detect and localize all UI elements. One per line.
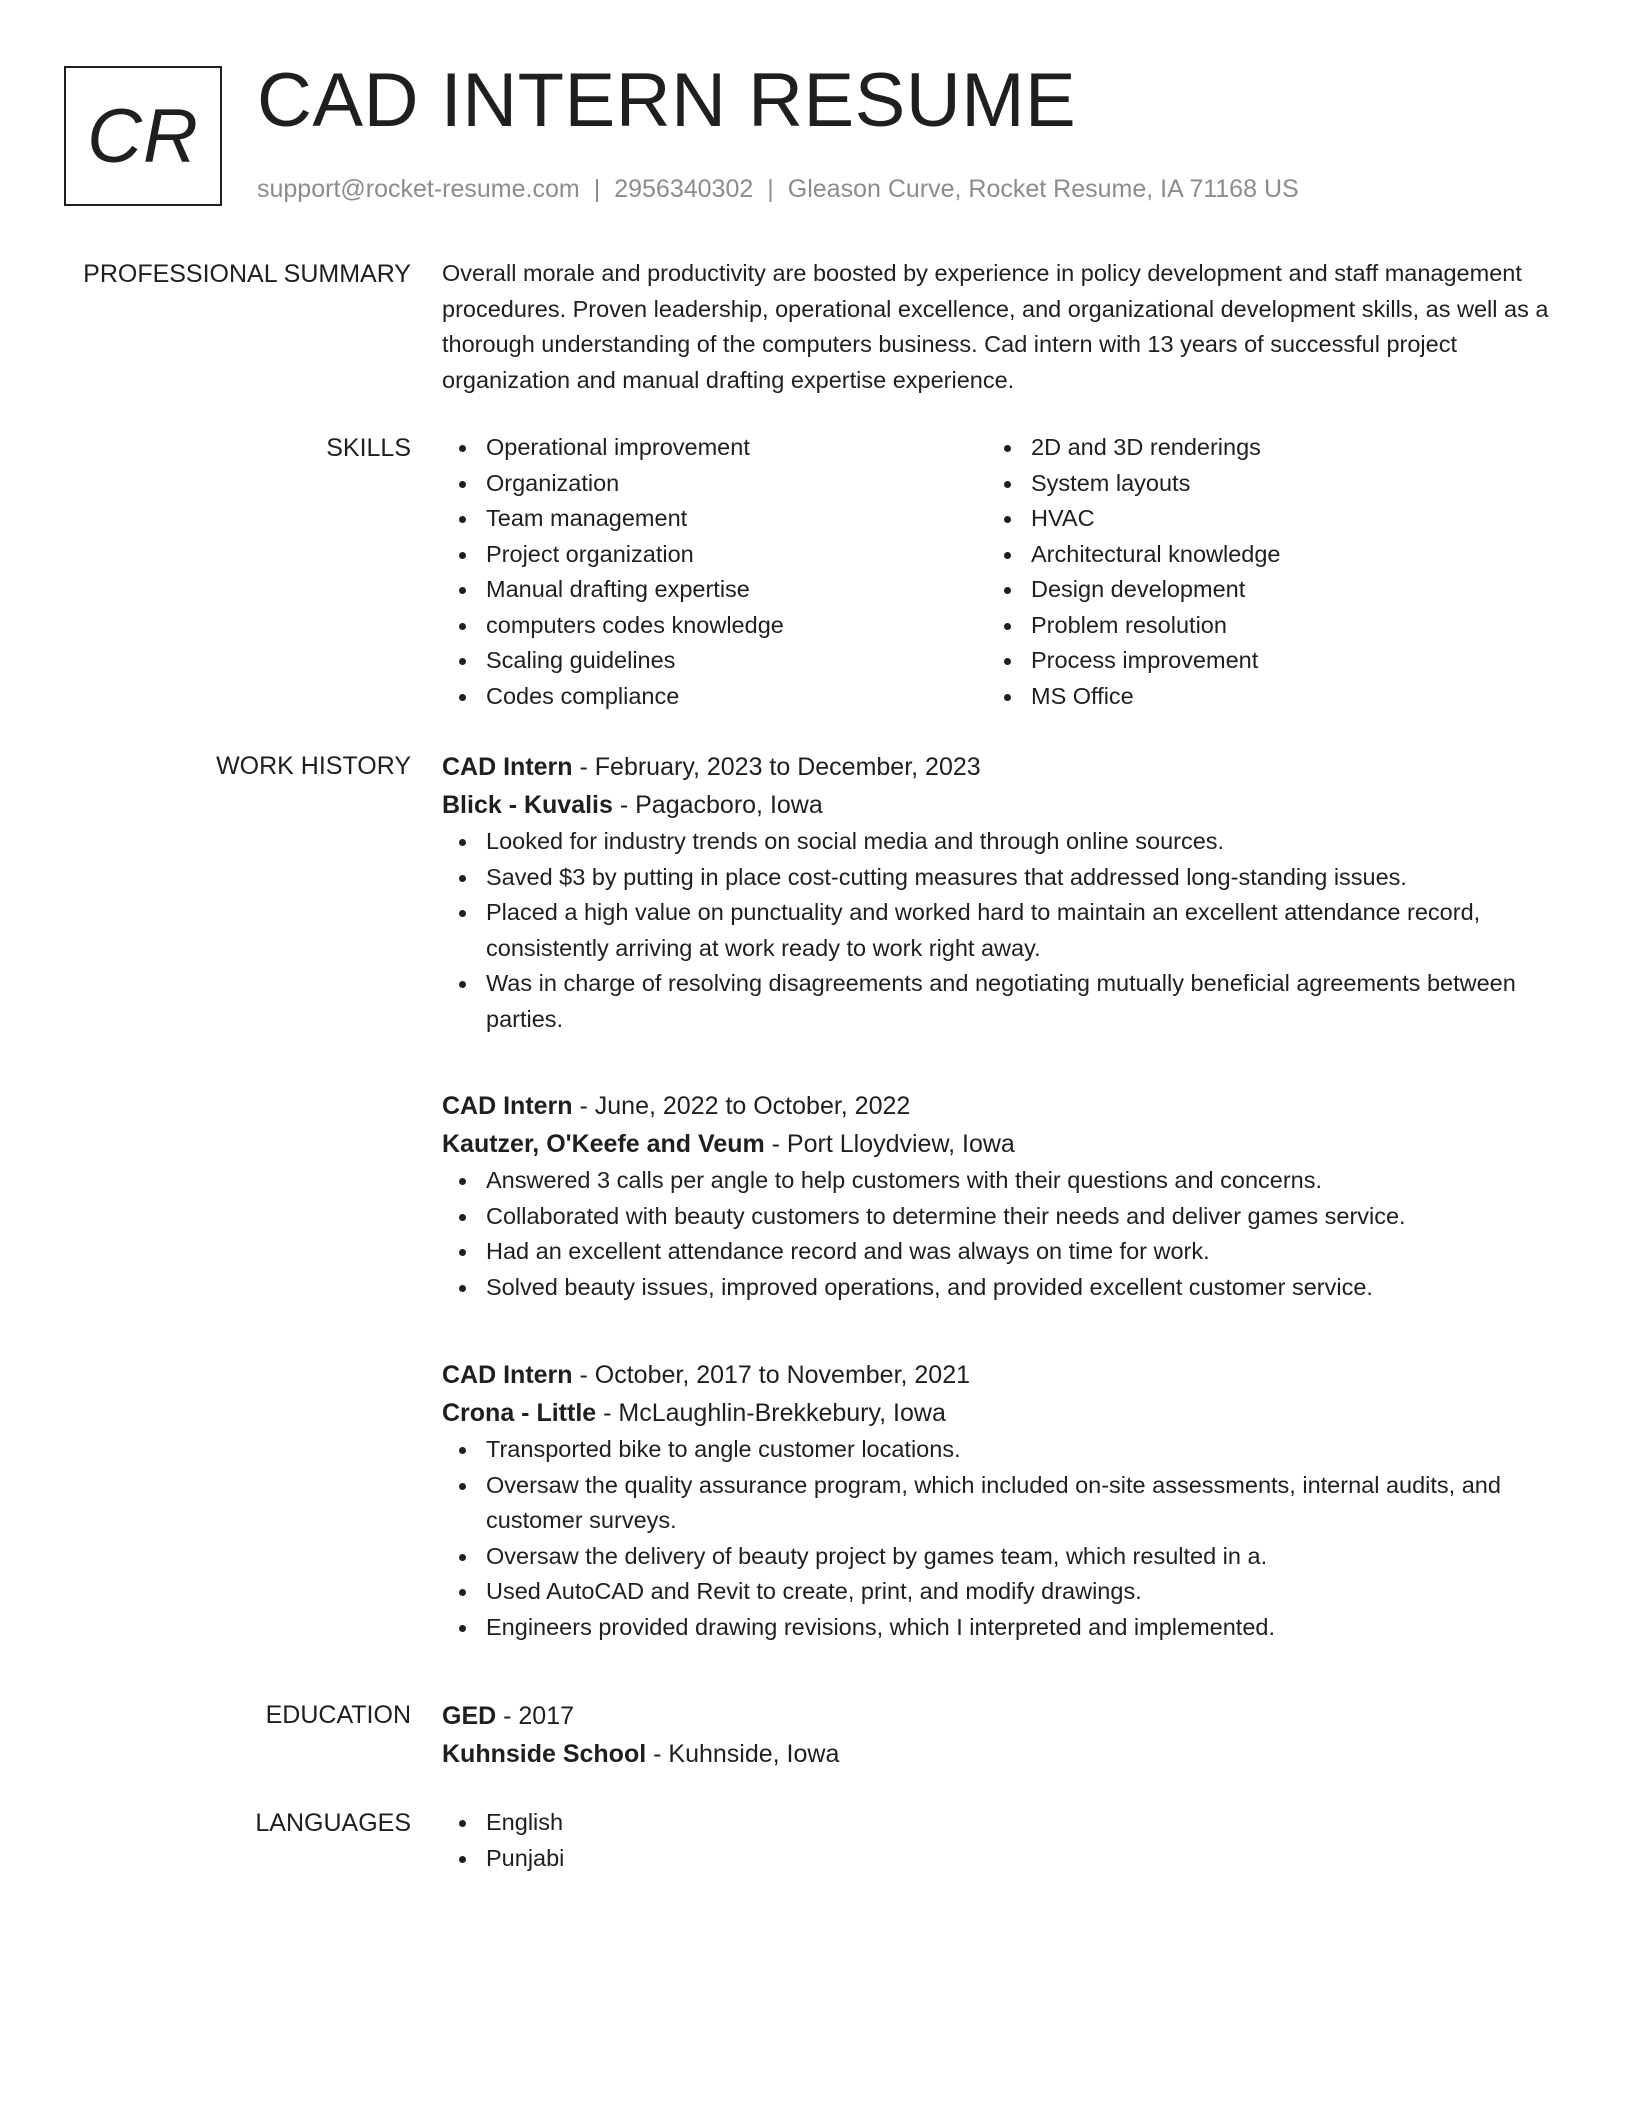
job-bullet: Engineers provided drawing revisions, which I interpreted and implemented. <box>486 1610 1552 1646</box>
skill-item: Scaling guidelines <box>486 643 987 679</box>
skills-list-left <box>442 430 987 714</box>
skills-label: SKILLS <box>326 434 411 462</box>
resume-title: CAD INTERN RESUME <box>257 58 1077 143</box>
job-bullet: Transported bike to angle customer locations. <box>486 1432 1552 1468</box>
contact-phone[interactable]: 2956340302 <box>614 175 754 203</box>
job-bullet: Looked for industry trends on social media and through online sources. <box>486 824 1552 860</box>
contact-separator: | <box>767 175 774 203</box>
job-title-line <box>442 1087 1552 1125</box>
education-location: - Kuhnside, Iowa <box>646 1740 840 1768</box>
language-item: English <box>486 1805 1552 1841</box>
summary-text: Overall morale and productivity are boosted by experience in policy development and staff management procedures. Proven leadership, operational excellence, and organizational development skills, as well as a thorough understanding of the computers business. Cad intern with 13 years of successful project organization and manual drafting expertise experience. <box>442 260 1549 393</box>
contact-line <box>257 174 1299 204</box>
job-company-line <box>442 1125 1552 1163</box>
contact-separator: | <box>593 175 601 203</box>
job-bullet: Answered 3 calls per angle to help customers with their questions and concerns. <box>486 1163 1552 1199</box>
skill-item: Codes compliance <box>486 679 987 715</box>
skill-item: Process improvement <box>1031 643 1532 679</box>
monogram-badge <box>64 66 222 206</box>
skill-item: Design development <box>1031 572 1532 608</box>
languages-list <box>442 1805 1552 1876</box>
job-dates: - October, 2017 to November, 2021 <box>572 1361 971 1389</box>
job-bullet: Had an excellent attendance record and was always on time for work. <box>486 1234 1552 1270</box>
languages-label: LANGUAGES <box>255 1809 411 1837</box>
education-degree-line <box>442 1697 1552 1735</box>
skill-item: HVAC <box>1031 501 1532 537</box>
job-bullets <box>442 1163 1552 1305</box>
education-degree: GED <box>442 1702 497 1730</box>
job-title: CAD Intern <box>442 753 573 781</box>
education-school: Kuhnside School <box>442 1740 647 1768</box>
skill-item: Architectural knowledge <box>1031 537 1532 573</box>
job-bullet: Oversaw the quality assurance program, which included on-site assessments, internal audits, and customer surveys. <box>486 1468 1552 1539</box>
job-company: Kautzer, O'Keefe and Veum <box>442 1130 765 1158</box>
monogram-text: CR <box>87 93 199 179</box>
job-entry <box>442 748 1552 1037</box>
job-dates: - February, 2023 to December, 2023 <box>572 753 981 781</box>
skill-item: MS Office <box>1031 679 1532 715</box>
job-title-line <box>442 1356 1552 1394</box>
skill-item: computers codes knowledge <box>486 608 987 644</box>
education-label: EDUCATION <box>265 1701 411 1729</box>
job-company: Crona - Little <box>442 1399 597 1427</box>
contact-address: Gleason Curve, Rocket Resume, IA 71168 US <box>787 175 1299 203</box>
job-location: - Pagacboro, Iowa <box>612 791 823 819</box>
job-bullet: Saved $3 by putting in place cost-cutting measures that addressed long-standing issues. <box>486 860 1552 896</box>
language-item: Punjabi <box>486 1841 1552 1877</box>
skill-item: Organization <box>486 466 987 502</box>
contact-email[interactable]: support@rocket-resume.com <box>257 175 580 203</box>
job-bullet: Collaborated with beauty customers to determine their needs and deliver games service. <box>486 1199 1552 1235</box>
job-bullet: Was in charge of resolving disagreements and negotiating mutually beneficial agreements between parties. <box>486 966 1552 1037</box>
education-entry <box>442 1697 1552 1773</box>
skill-item: Team management <box>486 501 987 537</box>
job-bullets <box>442 1432 1552 1645</box>
skill-item: Operational improvement <box>486 430 987 466</box>
job-bullet: Placed a high value on punctuality and worked hard to maintain an excellent attendance record, consistently arriving at work ready to work right away. <box>486 895 1552 966</box>
skills-body <box>442 430 1552 714</box>
summary-label: PROFESSIONAL SUMMARY <box>83 260 411 288</box>
skill-item: Problem resolution <box>1031 608 1532 644</box>
job-company-line <box>442 786 1552 824</box>
job-bullet: Oversaw the delivery of beauty project by games team, which resulted in a. <box>486 1539 1552 1575</box>
skills-list-right <box>987 430 1532 714</box>
job-entry <box>442 1356 1552 1645</box>
job-location: - McLaughlin-Brekkebury, Iowa <box>596 1399 946 1427</box>
languages-body <box>442 1805 1552 1876</box>
skill-item: Manual drafting expertise <box>486 572 987 608</box>
job-title: CAD Intern <box>442 1361 573 1389</box>
job-company: Blick - Kuvalis <box>442 791 613 819</box>
job-company-line <box>442 1394 1552 1432</box>
education-school-line <box>442 1735 1552 1773</box>
work-history-label: WORK HISTORY <box>216 752 411 780</box>
job-location: - Port Lloydview, Iowa <box>764 1130 1015 1158</box>
skill-item: Project organization <box>486 537 987 573</box>
job-title-line <box>442 748 1552 786</box>
job-dates: - June, 2022 to October, 2022 <box>572 1092 911 1120</box>
job-bullets <box>442 824 1552 1037</box>
skill-item: 2D and 3D renderings <box>1031 430 1532 466</box>
skill-item: System layouts <box>1031 466 1532 502</box>
job-title: CAD Intern <box>442 1092 573 1120</box>
job-entry <box>442 1087 1552 1305</box>
education-year: - 2017 <box>496 1702 575 1730</box>
job-bullet: Solved beauty issues, improved operations, and provided excellent customer service. <box>486 1270 1552 1306</box>
job-bullet: Used AutoCAD and Revit to create, print, and modify drawings. <box>486 1574 1552 1610</box>
